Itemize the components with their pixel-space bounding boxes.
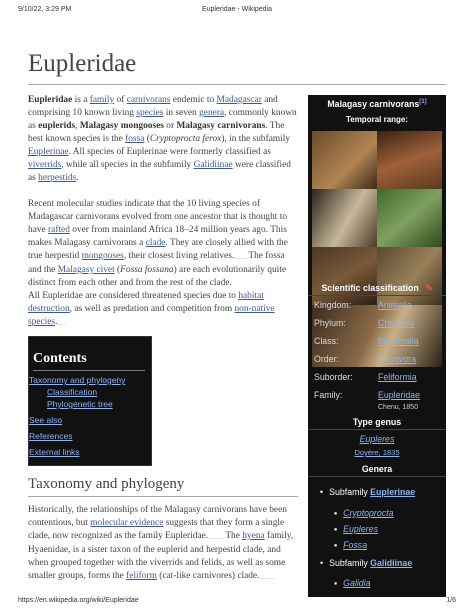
text-run: All Eupleridae are considered threatened species due to — [28, 291, 239, 301]
link-euplerinae-sub[interactable]: Euplerinae — [370, 487, 416, 497]
inline-link[interactable]: Euplerinae — [28, 147, 69, 157]
text-run: . All species of Euplerinae were formerly classified as — [68, 147, 271, 157]
subfamily-galidiinae: • Subfamily Galidiinae — [320, 558, 413, 568]
pencil-icon[interactable]: ✎ — [425, 283, 433, 293]
italic-term: Cryptoprocta ferox — [149, 134, 222, 144]
inline-link[interactable]: Madagascar — [216, 95, 262, 105]
genus-item: ▪ Fossa — [334, 540, 368, 550]
inline-link[interactable]: non-native species — [28, 304, 275, 327]
photo-mongoose-green — [377, 189, 442, 247]
text-run: Recent molecular studies indicate that the 10 living species of Madagascar carnivorans evolved from one ancestor that is thought to have — [28, 199, 288, 235]
bold-term: Eupleridae — [28, 95, 73, 105]
text-run: ( — [144, 134, 150, 144]
genus-item: ▪ Cryptoprocta — [334, 508, 394, 518]
subfamily-euplerinae: • Subfamily Euplerinae — [320, 487, 416, 497]
text-run: Historically, the relationships of the Malagasy carnivorans have been contentious, but — [28, 505, 287, 528]
toc-title: Contents — [33, 351, 87, 366]
lead-paragraph-3 — [28, 290, 298, 330]
species-photo-collage[interactable] — [312, 131, 442, 367]
taxonomy-paragraph — [28, 504, 298, 584]
inline-link[interactable]: carnivorans — [126, 95, 171, 105]
type-genus — [308, 434, 446, 444]
text-run: . — [76, 173, 79, 183]
temporal-range-label: Temporal range: — [345, 115, 409, 124]
text-run: , while all species in the subfamily — [61, 160, 194, 170]
link-galidiinae-sub[interactable]: Galidiinae — [370, 558, 413, 568]
text-run: . — [55, 317, 58, 327]
inline-link[interactable]: hyena — [242, 531, 265, 541]
link-eupleridae[interactable]: Eupleridae — [378, 390, 421, 400]
infobox: Malagasy carnivorans[1] Temporal range: Scientific classification ✎ Kingdom: Animalia Phylum: Chordata Class: Mammalia Order: Carnivora Suborder: Feliformia Family: Eupleridae Chenu, 1850 Type genus Eupleres Doyère, 1835 Genera • Subfamily Euplerinae ▪ Cryptoprocta ▪ Eupleres ▪ Fossa • Subfamily Galidiinae ▪ Galidia — [308, 95, 446, 597]
text-run: , commonly known as — [28, 108, 297, 131]
inline-link[interactable]: molecular evidence — [90, 518, 164, 528]
text-run: . They are closely allied with the true herpestid — [28, 238, 288, 261]
text-run: and comprising 10 known living — [28, 95, 278, 118]
text-run: of — [114, 95, 127, 105]
print-page-title: Eupleridae - Wikipedia — [201, 6, 273, 13]
section-heading-taxonomy: Taxonomy and phylogeny — [28, 476, 185, 492]
text-run: , as well as predation and competition from — [69, 304, 235, 314]
photo-falanouc — [377, 131, 442, 189]
citation-mark[interactable]: ____ — [234, 254, 247, 260]
inline-link[interactable]: viverrids — [28, 160, 62, 170]
bold-term: Malagasy carnivorans — [176, 121, 266, 131]
inline-link[interactable]: fossa — [125, 134, 145, 144]
text-run: family, Hyaenidae, is a sister taxon of the euplerid and herpestid clade, and when grouped together with the viverrids and felids, as well as some smaller groups, forms the — [28, 531, 294, 581]
text-run: endemic to — [170, 95, 217, 105]
type-genus-authority: Doyère, 1835 — [354, 448, 400, 457]
text-run: over from mainland Africa 18–24 million years ago. This makes Malagasy carnivorans a — [28, 225, 287, 248]
inline-link[interactable]: Galidiinae — [193, 160, 233, 170]
lead-paragraph-1 — [28, 94, 298, 185]
article-title: Eupleridae — [28, 50, 137, 77]
text-run: The — [223, 531, 243, 541]
inline-link[interactable]: species — [136, 108, 164, 118]
toc-item-references[interactable]: References — [29, 431, 73, 441]
toc-item-classification[interactable]: Classification — [47, 387, 98, 397]
inline-link[interactable]: habitat destruction — [28, 291, 264, 314]
section-divider — [28, 496, 298, 497]
link-chordata[interactable]: Chordata — [378, 318, 415, 328]
inline-link[interactable]: mongooses — [81, 251, 124, 261]
inline-link[interactable]: feliform — [126, 571, 157, 581]
text-run: , — [75, 121, 80, 131]
citation-mark[interactable]: ___ — [57, 320, 67, 326]
text-run: in seven — [163, 108, 200, 118]
photo-fossa — [312, 131, 377, 189]
print-page-count: 1/6 — [446, 597, 456, 604]
bold-term: euplerids — [38, 121, 76, 131]
link-feliformia[interactable]: Feliformia — [378, 372, 417, 382]
title-divider — [28, 84, 446, 85]
inline-link[interactable]: genera — [199, 108, 225, 118]
bold-term: Malagasy mongooses — [79, 121, 164, 131]
type-genus-header: Type genus — [308, 415, 446, 430]
photo-civet — [312, 189, 377, 247]
text-run: ( — [114, 265, 121, 275]
link-animalia[interactable]: Animalia — [378, 300, 412, 310]
toc-item-external-links[interactable]: External links — [29, 447, 80, 457]
photo-ring-tailed-mongoose — [312, 247, 377, 305]
inline-link[interactable]: rafted — [48, 225, 70, 235]
citation-mark[interactable]: _____ — [208, 534, 224, 540]
print-header — [0, 6, 474, 18]
text-run: were classified as — [28, 160, 291, 183]
text-run: is a — [72, 95, 90, 105]
toc-item-see-also[interactable]: See also — [29, 415, 63, 425]
text-run: The fossa and the — [28, 251, 285, 275]
inline-link[interactable]: family — [89, 95, 115, 105]
toc-item-taxonomy[interactable]: Taxonomy and phylogeny — [29, 375, 126, 385]
text-run: (cat-like carnivores) clade. — [156, 571, 260, 581]
inline-link[interactable]: herpestids — [38, 173, 77, 183]
genus-item: ▪ Eupleres — [334, 524, 378, 534]
print-url: https://en.wikipedia.org/wiki/Eupleridae — [18, 597, 139, 604]
photo-brown-mongoose — [377, 247, 442, 305]
text-run: , their closest living relatives. — [123, 251, 235, 261]
text-run: . The best known species is the — [28, 121, 285, 144]
lead-paragraph-2 — [28, 198, 298, 290]
text-run: or — [163, 121, 177, 131]
genus-item: ▪ Galidia — [334, 578, 371, 588]
text-run: ) are each evolutionarily quite distinct from each other and from the rest of the clade. — [28, 265, 287, 288]
print-footer — [0, 597, 474, 609]
infobox-title-ref[interactable]: [1] — [419, 99, 427, 106]
link-eupleres-type[interactable]: Eupleres — [359, 434, 395, 444]
print-datetime: 9/10/22, 3:29 PM — [18, 6, 72, 13]
link-mammalia[interactable]: Mammalia — [378, 336, 419, 346]
link-carnivora[interactable]: Carnivora — [378, 354, 417, 364]
sci-class-header: Scientific classification ✎ — [308, 281, 446, 296]
toc-item-phylogenetic-tree[interactable]: Phylogenetic tree — [47, 399, 113, 409]
family-authority: Chenu, 1850 — [378, 404, 419, 411]
text-run: ), in the subfamily — [221, 134, 291, 144]
table-of-contents — [28, 336, 152, 466]
citation-mark[interactable]: _____ — [259, 574, 275, 580]
toc-divider — [33, 370, 145, 371]
inline-link[interactable]: Malagasy civet — [57, 265, 115, 275]
infobox-title: Malagasy carnivorans[1] — [327, 99, 427, 109]
genera-header: Genera — [308, 462, 446, 477]
italic-term: Fossa fossana — [120, 265, 174, 275]
text-run: suggests that they form a single clade, now recognized as the family Eupleridae. — [28, 518, 285, 541]
inline-link[interactable]: clade — [145, 238, 166, 248]
